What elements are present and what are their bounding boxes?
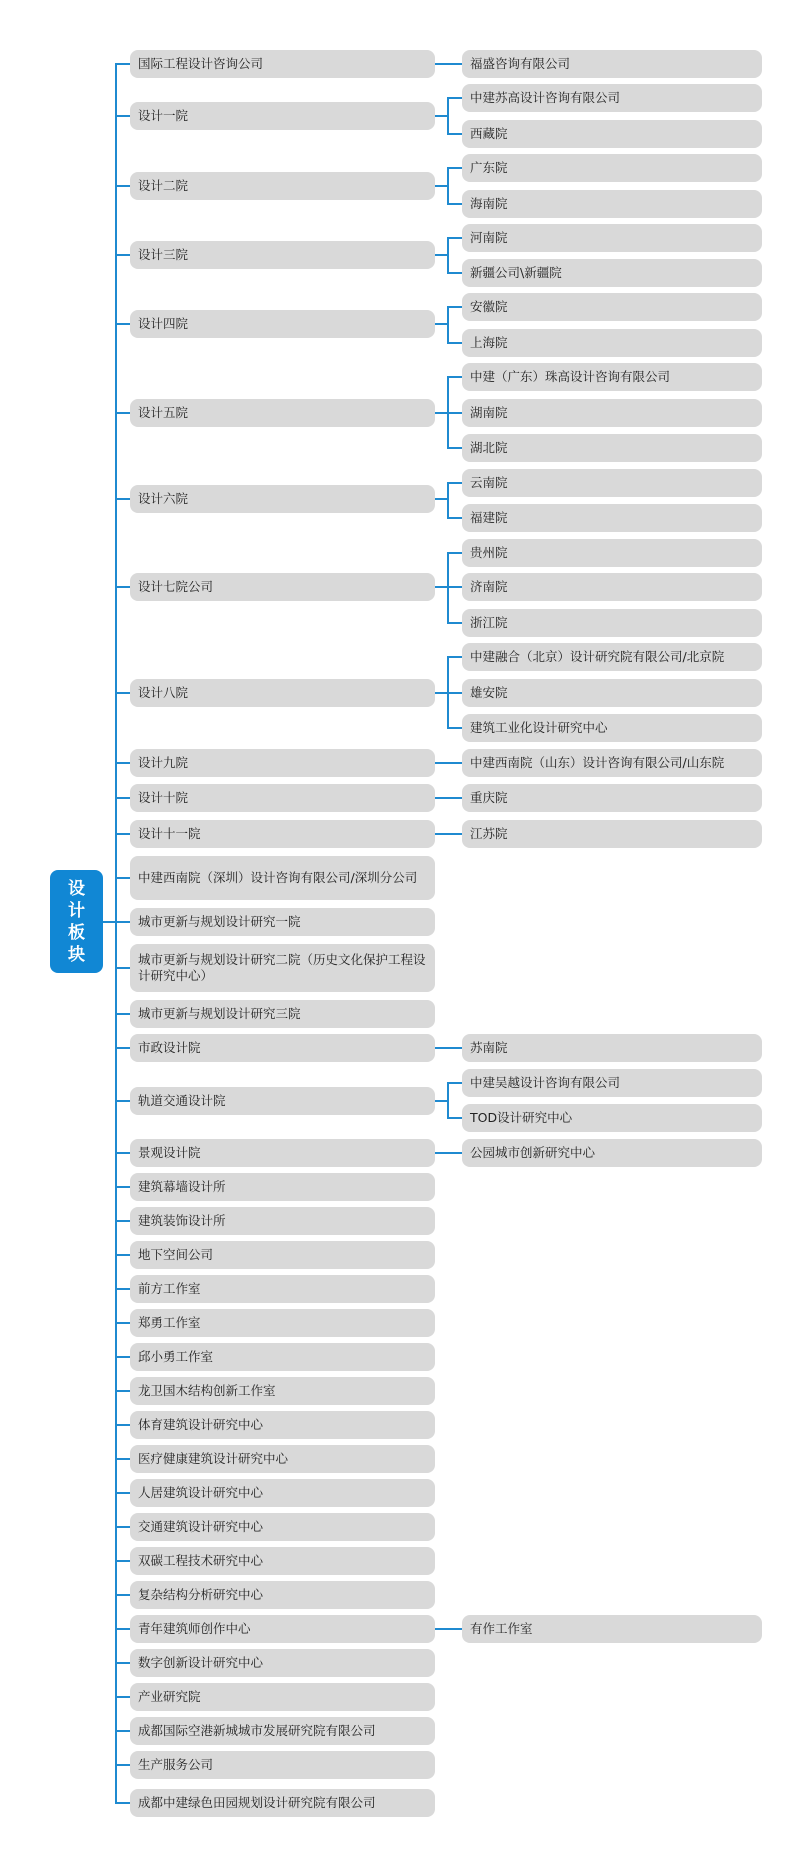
node-label: 邱小勇工作室 xyxy=(138,1349,214,1364)
branch-connector xyxy=(116,1288,130,1290)
root-char: 计 xyxy=(68,900,85,921)
node-label: 体育建筑设计研究中心 xyxy=(138,1417,264,1432)
child-bracket xyxy=(447,97,449,135)
branch-connector xyxy=(116,185,130,187)
child-connector xyxy=(448,692,462,694)
branch-node[interactable] xyxy=(130,399,435,427)
node-label: 设计九院 xyxy=(138,755,189,770)
branch-connector xyxy=(116,1730,130,1732)
branch-node[interactable] xyxy=(130,1411,435,1439)
node-label: 河南院 xyxy=(470,230,508,245)
node-label: 市政设计院 xyxy=(138,1040,201,1055)
child-connector xyxy=(435,762,462,764)
child-bracket xyxy=(447,482,449,519)
branch-connector xyxy=(116,1594,130,1596)
node-label: 海南院 xyxy=(470,196,508,211)
child-connector xyxy=(448,656,462,658)
child-node[interactable] xyxy=(462,259,762,287)
branch-connector xyxy=(116,586,130,588)
child-bracket xyxy=(447,306,449,344)
node-label: 公园城市创新研究中心 xyxy=(470,1145,596,1160)
branch-connector xyxy=(116,1390,130,1392)
child-connector xyxy=(448,272,462,274)
node-label: 医疗健康建筑设计研究中心 xyxy=(138,1451,289,1466)
child-connector xyxy=(448,203,462,205)
node-label: 重庆院 xyxy=(470,790,508,805)
node-label: 交通建筑设计研究中心 xyxy=(138,1519,264,1534)
child-connector xyxy=(448,482,462,484)
node-label: 建筑装饰设计所 xyxy=(138,1213,226,1228)
node-label: TOD设计研究中心 xyxy=(470,1110,573,1125)
node-label: 江苏院 xyxy=(470,826,508,841)
node-label: 设计十院 xyxy=(138,790,189,805)
branch-connector xyxy=(116,1186,130,1188)
node-label: 成都中建绿色田园规划设计研究院有限公司 xyxy=(138,1795,376,1810)
child-node[interactable] xyxy=(462,609,762,637)
node-label: 云南院 xyxy=(470,475,508,490)
node-label: 轨道交通设计院 xyxy=(138,1093,226,1108)
branch-connector xyxy=(116,1526,130,1528)
node-label: 中建（广东）珠高设计咨询有限公司 xyxy=(470,369,671,384)
child-node[interactable] xyxy=(462,820,762,848)
branch-node[interactable] xyxy=(130,1789,435,1817)
node-label: 产业研究院 xyxy=(138,1689,201,1704)
node-label: 设计三院 xyxy=(138,247,189,262)
branch-connector xyxy=(116,412,130,414)
child-node[interactable] xyxy=(462,84,762,112)
child-node[interactable] xyxy=(462,1104,762,1132)
branch-node[interactable] xyxy=(130,573,435,601)
branch-node[interactable] xyxy=(130,1034,435,1062)
branch-node[interactable] xyxy=(130,1615,435,1643)
child-connector xyxy=(448,1117,462,1119)
node-label: 湖南院 xyxy=(470,405,508,420)
branch-node[interactable] xyxy=(130,1087,435,1115)
child-connector xyxy=(448,586,462,588)
branch-node[interactable] xyxy=(130,1275,435,1303)
node-label: 福建院 xyxy=(470,510,508,525)
branch-connector xyxy=(116,1662,130,1664)
branch-connector xyxy=(116,115,130,117)
child-node[interactable] xyxy=(462,539,762,567)
branch-connector xyxy=(116,1047,130,1049)
child-node[interactable] xyxy=(462,784,762,812)
node-label: 国际工程设计咨询公司 xyxy=(138,56,264,71)
child-node[interactable] xyxy=(462,679,762,707)
child-connector xyxy=(448,306,462,308)
node-label: 成都国际空港新城城市发展研究院有限公司 xyxy=(138,1723,376,1738)
node-label: 安徽院 xyxy=(470,299,508,314)
branch-connector xyxy=(116,833,130,835)
child-node[interactable] xyxy=(462,469,762,497)
node-label: 湖北院 xyxy=(470,440,508,455)
root-char: 设 xyxy=(68,878,85,899)
branch-node[interactable] xyxy=(130,1207,435,1235)
node-label: 广东院 xyxy=(470,160,508,175)
branch-node[interactable] xyxy=(130,1717,435,1745)
branch-node[interactable] xyxy=(130,1309,435,1337)
child-connector xyxy=(448,237,462,239)
branch-connector xyxy=(116,1322,130,1324)
node-label: 设计四院 xyxy=(138,316,189,331)
branch-node[interactable] xyxy=(130,784,435,812)
node-label: 浙江院 xyxy=(470,615,508,630)
branch-connector xyxy=(116,1220,130,1222)
node-label: 设计十一院 xyxy=(138,826,201,841)
branch-node[interactable] xyxy=(130,1751,435,1779)
child-node[interactable] xyxy=(462,293,762,321)
branch-connector xyxy=(116,1100,130,1102)
branch-node[interactable] xyxy=(130,679,435,707)
branch-connector xyxy=(116,1560,130,1562)
node-label: 设计五院 xyxy=(138,405,189,420)
node-label: 地下空间公司 xyxy=(138,1247,214,1262)
node-label: 城市更新与规划设计研究二院（历史文化保护工程设计研究中心） xyxy=(138,952,426,983)
root-node[interactable] xyxy=(50,870,103,973)
node-label: 设计六院 xyxy=(138,491,189,506)
node-label: 数字创新设计研究中心 xyxy=(138,1655,264,1670)
branch-connector xyxy=(116,1356,130,1358)
child-connector xyxy=(435,833,462,835)
child-node[interactable] xyxy=(462,329,762,357)
node-label: 设计八院 xyxy=(138,685,189,700)
child-connector xyxy=(448,167,462,169)
branch-connector xyxy=(116,967,130,969)
branch-node[interactable] xyxy=(130,1445,435,1473)
node-label: 双碳工程技术研究中心 xyxy=(138,1553,264,1568)
node-label: 前方工作室 xyxy=(138,1281,201,1296)
child-node[interactable] xyxy=(462,434,762,462)
node-label: 设计二院 xyxy=(138,178,189,193)
child-connector xyxy=(435,1152,462,1154)
node-label: 龙卫国木结构创新工作室 xyxy=(138,1383,276,1398)
node-label: 城市更新与规划设计研究一院 xyxy=(138,914,301,929)
node-label: 雄安院 xyxy=(470,685,508,700)
branch-connector xyxy=(116,323,130,325)
child-connector xyxy=(435,797,462,799)
child-bracket xyxy=(447,1082,449,1119)
branch-connector xyxy=(116,1628,130,1630)
branch-connector xyxy=(116,1152,130,1154)
branch-connector xyxy=(116,1458,130,1460)
node-label: 建筑工业化设计研究中心 xyxy=(470,720,608,735)
child-node[interactable] xyxy=(462,1034,762,1062)
branch-node[interactable] xyxy=(130,856,435,900)
node-label: 郑勇工作室 xyxy=(138,1315,201,1330)
child-node[interactable] xyxy=(462,573,762,601)
branch-node[interactable] xyxy=(130,1513,435,1541)
branch-node[interactable] xyxy=(130,1343,435,1371)
child-connector xyxy=(448,552,462,554)
child-connector xyxy=(448,376,462,378)
branch-node[interactable] xyxy=(130,172,435,200)
node-label: 中建吴越设计咨询有限公司 xyxy=(470,1075,621,1090)
node-label: 设计一院 xyxy=(138,108,189,123)
node-label: 有作工作室 xyxy=(470,1621,533,1636)
child-connector xyxy=(448,727,462,729)
child-connector xyxy=(435,1628,462,1630)
node-label: 复杂结构分析研究中心 xyxy=(138,1587,264,1602)
branch-connector xyxy=(116,1764,130,1766)
node-label: 贵州院 xyxy=(470,545,508,560)
child-bracket xyxy=(447,167,449,205)
node-label: 上海院 xyxy=(470,335,508,350)
root-char: 板 xyxy=(68,922,85,943)
child-node[interactable] xyxy=(462,1139,762,1167)
branch-connector xyxy=(116,1424,130,1426)
branch-node[interactable] xyxy=(130,944,435,992)
child-node[interactable] xyxy=(462,504,762,532)
branch-connector xyxy=(116,1254,130,1256)
branch-node[interactable] xyxy=(130,1377,435,1405)
node-label: 青年建筑师创作中心 xyxy=(138,1621,251,1636)
node-label: 苏南院 xyxy=(470,1040,508,1055)
branch-node[interactable] xyxy=(130,1581,435,1609)
branch-connector xyxy=(116,63,130,65)
child-connector xyxy=(448,342,462,344)
branch-node[interactable] xyxy=(130,50,435,78)
child-connector xyxy=(435,63,462,65)
node-label: 景观设计院 xyxy=(138,1145,201,1160)
child-bracket xyxy=(447,552,449,624)
child-node[interactable] xyxy=(462,363,762,391)
branch-node[interactable] xyxy=(130,1139,435,1167)
branch-node[interactable] xyxy=(130,1173,435,1201)
child-connector xyxy=(448,447,462,449)
child-connector xyxy=(448,1082,462,1084)
child-connector xyxy=(448,622,462,624)
child-connector xyxy=(435,1047,462,1049)
node-label: 福盛咨询有限公司 xyxy=(470,56,571,71)
branch-connector xyxy=(116,1696,130,1698)
branch-connector xyxy=(116,921,130,923)
branch-node[interactable] xyxy=(130,820,435,848)
branch-connector xyxy=(116,877,130,879)
child-node[interactable] xyxy=(462,1069,762,1097)
child-node[interactable] xyxy=(462,224,762,252)
child-node[interactable] xyxy=(462,399,762,427)
branch-connector xyxy=(116,498,130,500)
branch-connector xyxy=(116,797,130,799)
child-node[interactable] xyxy=(462,120,762,148)
node-label: 生产服务公司 xyxy=(138,1757,214,1772)
node-label: 建筑幕墙设计所 xyxy=(138,1179,226,1194)
branch-node[interactable] xyxy=(130,485,435,513)
node-label: 城市更新与规划设计研究三院 xyxy=(138,1006,301,1021)
branch-node[interactable] xyxy=(130,908,435,936)
branch-node[interactable] xyxy=(130,1479,435,1507)
child-connector xyxy=(448,517,462,519)
branch-node[interactable] xyxy=(130,1649,435,1677)
branch-node[interactable] xyxy=(130,749,435,777)
child-node[interactable] xyxy=(462,190,762,218)
child-node[interactable] xyxy=(462,50,762,78)
child-connector xyxy=(448,97,462,99)
node-label: 西藏院 xyxy=(470,126,508,141)
branch-node[interactable] xyxy=(130,1000,435,1028)
branch-node[interactable] xyxy=(130,1241,435,1269)
child-node[interactable] xyxy=(462,643,762,671)
node-label: 中建苏高设计咨询有限公司 xyxy=(470,90,621,105)
branch-node[interactable] xyxy=(130,1547,435,1575)
node-label: 中建西南院（山东）设计咨询有限公司/山东院 xyxy=(470,755,725,770)
node-label: 设计七院公司 xyxy=(138,579,214,594)
child-node[interactable] xyxy=(462,749,762,777)
child-connector xyxy=(448,412,462,414)
node-label: 新疆公司\新疆院 xyxy=(470,265,562,280)
child-connector xyxy=(448,133,462,135)
node-label: 人居建筑设计研究中心 xyxy=(138,1485,264,1500)
branch-node[interactable] xyxy=(130,102,435,130)
branch-node[interactable] xyxy=(130,241,435,269)
child-bracket xyxy=(447,237,449,274)
child-node[interactable] xyxy=(462,1615,762,1643)
branch-connector xyxy=(116,1802,130,1804)
node-label: 济南院 xyxy=(470,579,508,594)
child-node[interactable] xyxy=(462,714,762,742)
branch-connector xyxy=(116,254,130,256)
branch-connector xyxy=(116,1013,130,1015)
branch-node[interactable] xyxy=(130,310,435,338)
branch-connector xyxy=(116,762,130,764)
child-node[interactable] xyxy=(462,154,762,182)
node-label: 中建西南院（深圳）设计咨询有限公司/深圳分公司 xyxy=(138,870,418,885)
node-label: 中建融合（北京）设计研究院有限公司/北京院 xyxy=(470,649,725,664)
branch-node[interactable] xyxy=(130,1683,435,1711)
branch-connector xyxy=(116,1492,130,1494)
branch-connector xyxy=(116,692,130,694)
root-char: 块 xyxy=(68,944,85,965)
